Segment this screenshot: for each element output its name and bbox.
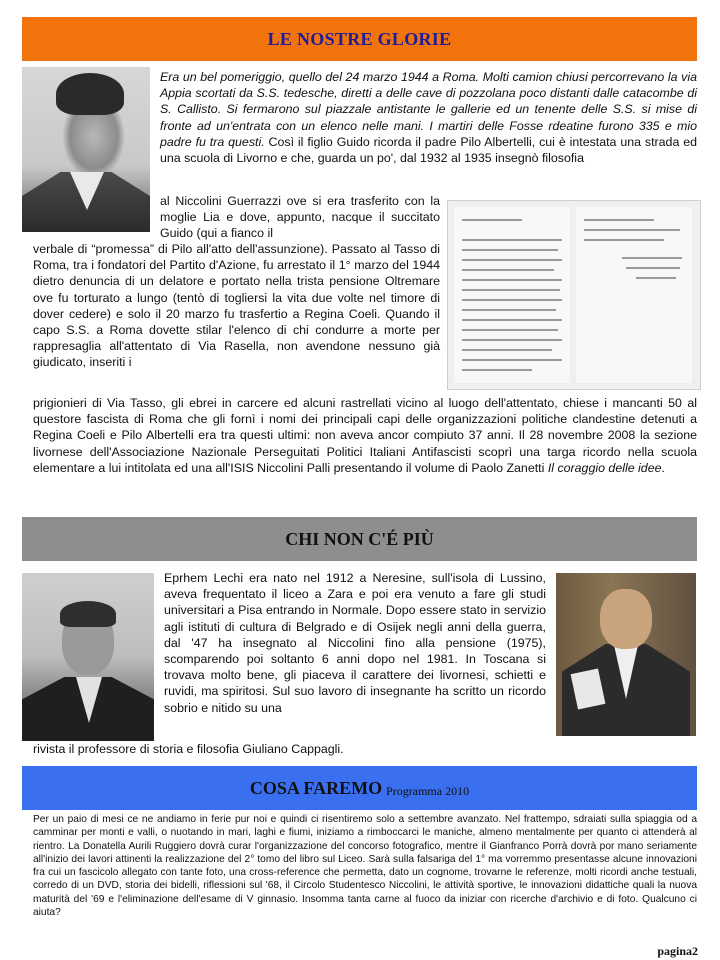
section-banner-chi-non-ce-piu [22, 517, 697, 561]
section-title: CHI NON C'É PIÙ [285, 528, 434, 549]
section-banner-glorie [22, 17, 697, 61]
lechi-paragraph-tail: rivista il professore di storia e filosofia Giuliano Cappagli. [33, 742, 344, 756]
intro-continuation: Così il figlio Guido ricorda il padre Pilo Albertelli, cui è intestata una strada ed una scuola di Livorno e che, guarda un po', dal 1932 al 1935 insegnò filosofia [160, 134, 698, 166]
document-verbale-promessa [447, 200, 701, 390]
section-title: COSA FAREMO [249, 777, 383, 798]
section-banner-cosa-faremo [22, 766, 697, 810]
section-title: LE NOSTRE GLORIE [267, 28, 452, 49]
section-subtitle: Programma 2010 [386, 783, 470, 798]
programma-paragraph: Per un paio di mesi ce ne andiamo in ferie pur noi e quindi ci risentiremo solo a settembre avanzato. Nel frattempo, sdraiati sulla spiaggia od a camminar per monti e valli, o nuotando in mari, laghi e fiumi, iniziamo a rimboccarci le maniche, almeno mentalmente per quanto ci attenderà al rientro. La Donatella Aurili Ruggiero dovrà curar l'organizzazione del concorso fotografico, mentre il Gianfranco Porrà dovrà por mano seriamente all'inizio dei lavori attinenti la realizzazione del 2° tomo del libro sul Liceo. Sarà sulla falsariga del 1° ma vorremmo presentasse alcune innovazioni fra cui un fascicolo allegato con tante foto, una cross-reference che permetta, dato un cognome, trovarne le referenze, molti ricordi anche testuali, corredo di un DVD, storia dei bidelli, riflessioni sul '68, il Circolo Studentesco Niccolini, le attività sportive, le innovazioni didattiche quali la nuova maturità del '69 e l'eliminazione dell'esame di V ginnasio. Insomma tanta carne al fuoco da iniziar con ricerche d'archivio e di foto. Qualcuno ci aiuta? [33, 814, 697, 919]
photo-ephrem-lechi-older [556, 573, 696, 736]
body-paragraph-a: al Niccolini Guerrazzi ove si era trasferito con la moglie Lia e dove, appunto, nacque il succitato Guido (qui a fianco il [160, 194, 440, 241]
lechi-paragraph: Eprhem Lechi era nato nel 1912 a Neresine, sull'isola di Lussino, aveva frequentato il liceo a Zara e poi era venuto a fare gli studi universitari a Pisa entrando in Normale. Dopo essere stato in servizio agli istituti di cultura di Belgrado e di Osijek negli anni della guerra, dal '47 ha insegnato al Niccolini fino alla pensione (1975), scomparendo poi soltanto 6 anni dopo nel 1981. In Toscana si trovava molto bene, gli piaceva il carattere dei livornesi, schietti e ruvidi, ma spiritosi. Sul suo lavoro di insegnante ha scritto un ricordo sobrio e nitido su una [164, 571, 546, 715]
body-paragraph-c: prigionieri di Via Tasso, gli ebrei in carcere ed alcuni rastrellati vicino al luogo dell'attentato, chiese i mancanti 50 al questore fascista di Roma che gli fornì i nomi dei principali capi delle organizzazioni politiche clandestine detenuti a Regina Coeli e Pilo Albertelli era tra questi ultimi: non aveva ancor compiuto 37 anni. Il 28 novembre 2008 la sezione livornese dell'Associazione Nazionale Perseguitati Politici Italiani Antifascisti scoprì una targa ricordo nella scuola elementare a lui intitolata ed una all'ISIS Niccolini Palli presentando il volume di Paolo Zanetti Il coraggio delle idee. [33, 396, 697, 475]
intro-paragraph [160, 69, 697, 193]
page-number: pagina2 [657, 944, 698, 958]
body-paragraph-b: verbale di “promessa” di Pilo all'atto dell'assunzione). Passato al Tasso di Roma, tra i fondatori del Partito d'Azione, fu arrestato il 1° marzo del 1944 dietro denuncia di un delatore e portato nella trista pensione Oltremare ove fu torturato a lungo (tentò di togliersi la vita due volte nel timore di dover cedere) e solo il 20 marzo fu trasfertio a Regina Coeli. Quando il capo S.S. a Roma dovette stilar l'elenco di chi condurre a morte per rappresaglia all'attentato di Via Rasella, non avendone nessuno già giudicato, inseriti i [33, 242, 440, 370]
book-title: Il coraggio delle idee [547, 460, 662, 475]
intro-quote: Era un bel pomeriggio, quello del 24 marzo 1944 a Roma. Molti camion chiusi percorrevano la via Appia scortati da S.S. tedesche, diretti a delle cave di pozzolana poco distanti dalle catacombe di S. Callisto. Si fermarono sul piazzale antistante le gallerie ed un tenente delle S.S. si mise di fronte ad un'entrata con un elenco nelle mani. I martiri delle Fosse rdeatine furono 335 e mio padre fu tra questi. [160, 70, 697, 149]
portrait-pilo-albertelli [22, 67, 150, 232]
photo-ephrem-lechi-young [22, 573, 154, 741]
